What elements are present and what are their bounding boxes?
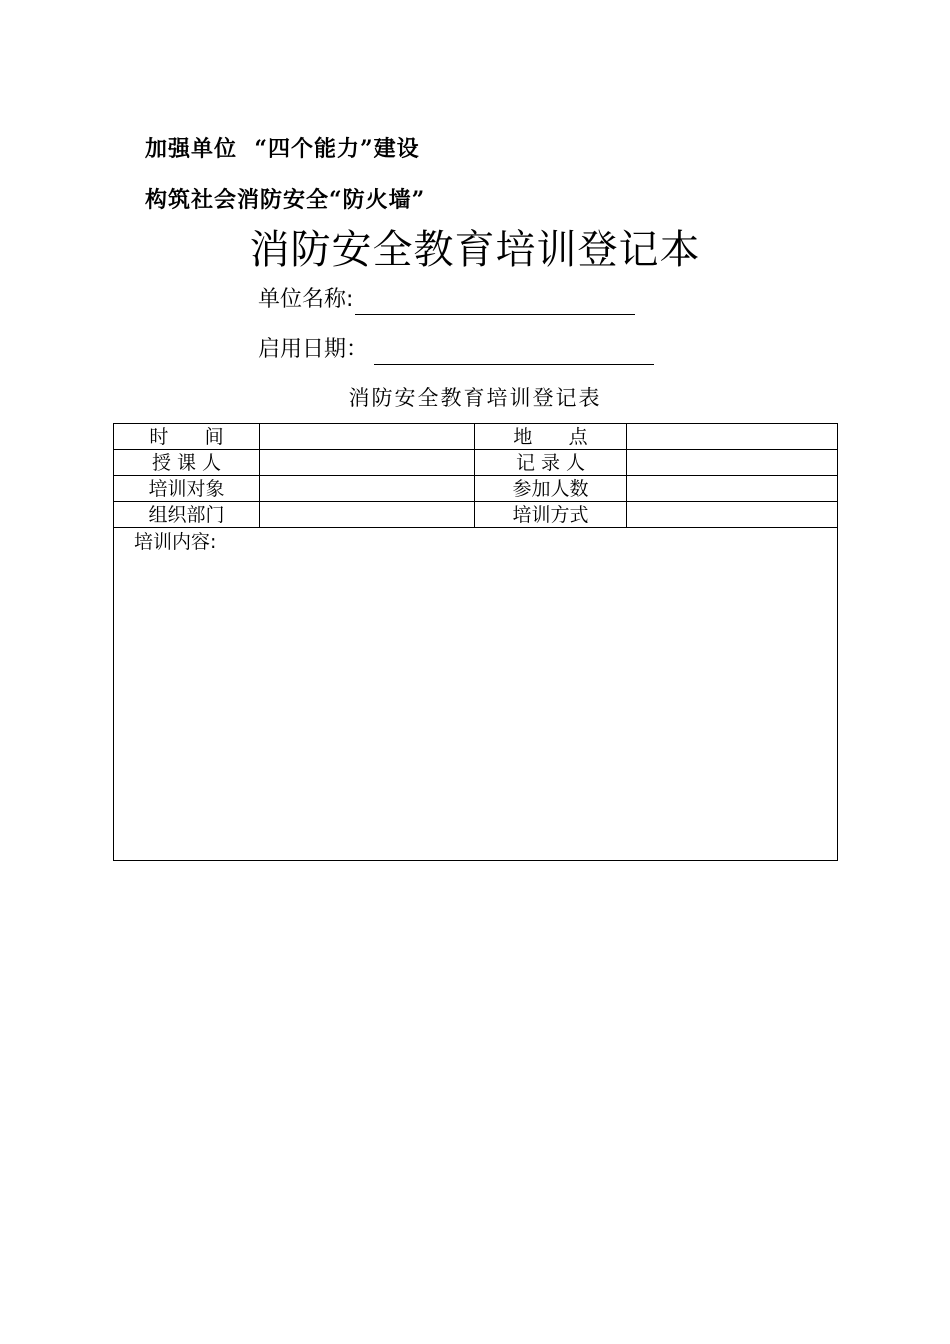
recorder-value-cell[interactable] <box>627 450 838 476</box>
table-row <box>114 476 838 502</box>
unit-name-blank[interactable] <box>355 290 635 315</box>
location-value-cell[interactable] <box>627 424 838 450</box>
unit-name-field <box>258 285 635 315</box>
start-date-blank[interactable] <box>374 340 654 365</box>
organizing-dept-label: 组织部门 <box>114 502 260 528</box>
start-date-label: 启用日期： <box>258 337 369 362</box>
training-method-label: 培训方式 <box>475 502 627 528</box>
table-row <box>114 450 838 476</box>
table-row <box>114 528 838 861</box>
book-title: 消防安全教育培训登记本 <box>249 227 701 273</box>
start-date-field <box>258 335 654 365</box>
location-label: 地 点 <box>475 424 627 450</box>
slogan-line-2: 构筑社会消防安全“防火墙” <box>145 187 426 213</box>
training-content-cell[interactable] <box>114 528 838 861</box>
table-title: 消防安全教育培训登记表 <box>348 386 602 410</box>
trainees-value-cell[interactable] <box>260 476 475 502</box>
table-row <box>114 424 838 450</box>
unit-name-label: 单位名称: <box>258 287 354 312</box>
training-content-label: 培训内容: <box>134 531 217 553</box>
registration-table <box>113 423 838 861</box>
instructor-label: 授 课 人 <box>114 450 260 476</box>
instructor-value-cell[interactable] <box>260 450 475 476</box>
organizing-dept-value-cell[interactable] <box>260 502 475 528</box>
attendance-count-label: 参加人数 <box>475 476 627 502</box>
training-method-value-cell[interactable] <box>627 502 838 528</box>
time-value-cell[interactable] <box>260 424 475 450</box>
recorder-label: 记 录 人 <box>475 450 627 476</box>
slogan-line-1: 加强单位 “四个能力”建设 <box>145 136 420 162</box>
trainees-label: 培训对象 <box>114 476 260 502</box>
time-label: 时 间 <box>114 424 260 450</box>
attendance-count-value-cell[interactable] <box>627 476 838 502</box>
table-row <box>114 502 838 528</box>
